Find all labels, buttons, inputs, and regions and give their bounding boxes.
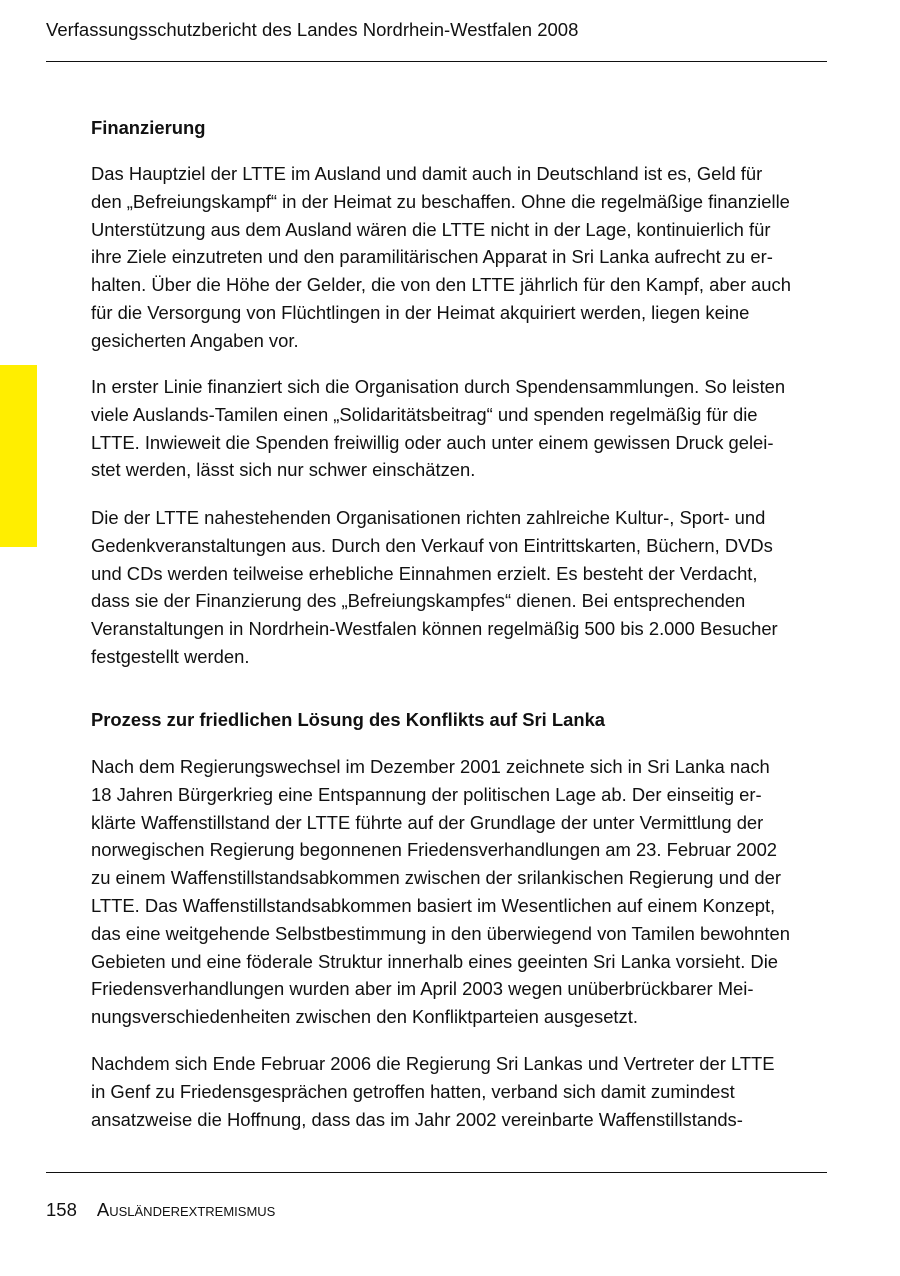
text-line: Friedensverhandlungen wurden aber im April 2003 wegen unüberbrückbarer Mei- bbox=[91, 978, 754, 1000]
running-header: Verfassungsschutzbericht des Landes Nordrhein-Westfalen 2008 bbox=[46, 19, 579, 40]
text-line: gesicherten Angaben vor. bbox=[91, 329, 299, 351]
text-line: zu einem Waffenstillstandsabkommen zwischen der srilankischen Regierung und der bbox=[91, 867, 781, 889]
text-line: dass sie der Finanzierung des „Befreiungskampfes“ dienen. Bei entsprechenden bbox=[91, 590, 746, 612]
text-line: den „Befreiungskampf“ in der Heimat zu beschaffen. Ohne die regelmäßige finanzielle bbox=[91, 190, 790, 212]
header-rule bbox=[46, 61, 827, 62]
text-line: für die Versorgung von Flüchtlingen in der Heimat akquiriert werden, liegen keine bbox=[91, 301, 750, 323]
page-number: 158 bbox=[46, 1199, 77, 1220]
text-line: Unterstützung aus dem Ausland wären die LTTE nicht in der Lage, kontinuierlich für bbox=[91, 218, 771, 240]
paragraph-prozess-1 bbox=[91, 753, 831, 1031]
text-line: norwegischen Regierung begonnenen Friedensverhandlungen am 23. Februar 2002 bbox=[91, 839, 778, 861]
text-line: Die der LTTE nahestehenden Organisationen richten zahlreiche Kultur-, Sport- und bbox=[91, 507, 766, 528]
text-line: LTTE. Inwieweit die Spenden freiwillig oder auch unter einem gewissen Druck gelei- bbox=[91, 431, 774, 453]
footer-rule bbox=[46, 1172, 827, 1173]
chapter-marker-tab bbox=[0, 365, 37, 547]
text-line: stet werden, lässt sich nur schwer einschätzen. bbox=[91, 459, 476, 481]
text-line: 18 Jahren Bürgerkrieg eine Entspannung der politischen Lage ab. Der einseitig er- bbox=[91, 783, 762, 805]
text-line: und CDs werden teilweise erhebliche Einnahmen erzielt. Es besteht der Verdacht, bbox=[91, 562, 758, 584]
text-line: in Genf zu Friedensgesprächen getroffen hatten, verband sich damit zumindest bbox=[91, 1080, 735, 1102]
text-line: Gebieten und eine föderale Struktur innerhalb eines geeinten Sri Lanka vorsieht. Die bbox=[91, 950, 779, 972]
text-line: Das Hauptziel der LTTE im Ausland und damit auch in Deutschland ist es, Geld für bbox=[91, 163, 763, 184]
text-line: viele Auslands-Tamilen einen „Solidaritätsbeitrag“ und spenden regelmäßig für die bbox=[91, 403, 758, 425]
paragraph-prozess-2 bbox=[91, 1050, 831, 1133]
section-heading: Finanzierung bbox=[91, 117, 206, 138]
text-line: Gedenkveranstaltungen aus. Durch den Verkauf von Eintrittskarten, Büchern, DVDs bbox=[91, 534, 773, 556]
text-line: In erster Linie finanziert sich die Organisation durch Spendensammlungen. So leisten bbox=[91, 376, 786, 397]
text-line: klärte Waffenstillstand der LTTE führte auf der Grundlage der unter Vermittlung der bbox=[91, 811, 764, 833]
text-line: LTTE. Das Waffenstillstandsabkommen basiert im Wesentlichen auf einem Konzept, bbox=[91, 894, 776, 916]
paragraph-finanzierung-3 bbox=[91, 504, 831, 671]
paragraph-finanzierung-1 bbox=[91, 160, 831, 355]
paragraph-finanzierung-2 bbox=[91, 373, 831, 484]
section-heading-prozess bbox=[91, 706, 831, 734]
text-line: festgestellt werden. bbox=[91, 645, 250, 667]
text-line: Veranstaltungen in Nordrhein-Westfalen können regelmäßig 500 bis 2.000 Besucher bbox=[91, 618, 778, 640]
text-line: halten. Über die Höhe der Gelder, die von den LTTE jährlich für den Kampf, aber auch bbox=[91, 274, 791, 296]
text-line: Nachdem sich Ende Februar 2006 die Regierung Sri Lankas und Vertreter der LTTE bbox=[91, 1053, 775, 1074]
text-line: Nach dem Regierungswechsel im Dezember 2001 zeichnete sich in Sri Lanka nach bbox=[91, 756, 770, 777]
section-heading: Prozess zur friedlichen Lösung des Konflikts auf Sri Lanka bbox=[91, 709, 606, 730]
footer-section-name: Ausländerextremismus bbox=[96, 1199, 276, 1220]
text-line: das eine weitgehende Selbstbestimmung in den überwiegend von Tamilen bewohnten bbox=[91, 922, 790, 944]
section-heading-finanzierung bbox=[91, 114, 831, 142]
text-line: ansatzweise die Hoffnung, dass das im Jahr 2002 vereinbarte Waffenstillstands- bbox=[91, 1108, 743, 1130]
text-line: ihre Ziele einzutreten und den paramilitärischen Apparat in Sri Lanka aufrecht zu er- bbox=[91, 246, 773, 268]
running-footer bbox=[46, 1198, 275, 1222]
text-line: nungsverschiedenheiten zwischen den Konfliktparteien ausgesetzt. bbox=[91, 1006, 638, 1028]
